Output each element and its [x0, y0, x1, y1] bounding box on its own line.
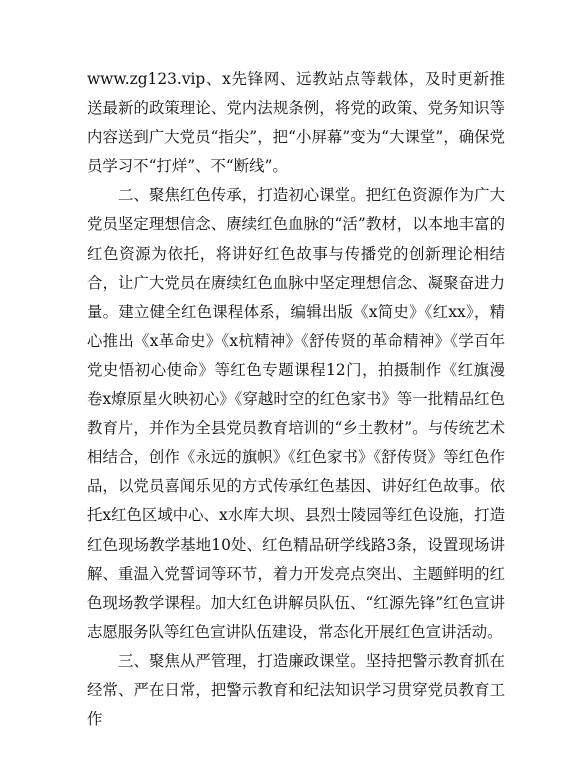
document-body: [87, 65, 505, 734]
paragraph-2: 二、聚焦红色传承，打造初心课堂。把红色资源作为广大党员坚定理想信念、赓续红色血脉的“活”教材，以本地丰富的红色资源为依托，将讲好红色故事与传播党的创新理论相结合，让广大党员在赓续红色血脉中坚定理想信念、凝聚奋进力量。建立健全红色课程体系，编辑出版《x简史》《红xx》，精心推出《x革命史》《x杭精神》《舒传贤的革命精神》《学百年党史悟初心使命》等红色专题课程12门，拍摄制作《红旗漫卷x燎原星火映初心》《穿越时空的红色家书》等一批精品红色教育片，并作为全县党员教育培训的“乡土教材”。与传统艺术相结合，创作《永远的旗帜》《红色家书》《舒传贤》等红色作品，以党员喜闻乐见的方式传承红色基因、讲好红色故事。依托x红色区域中心、x水库大坝、县烈士陵园等红色设施，打造红色现场教学基地10处、红色精品研学线路3条，设置现场讲解、重温入党誓词等环节，着力开发亮点突出、主题鲜明的红色现场教学课程。加大红色讲解员队伍、“红源先锋”红色宣讲志愿服务队等红色宣讲队伍建设，常态化开展红色宣讲活动。: [87, 186, 505, 641]
paragraph-1: www.zg123.vip、x先锋网、远教站点等载体，及时更新推送最新的政策理论、党内法规条例，将党的政策、党务知识等内容送到广大党员“指尖”，把“小屏幕”变为“大课堂”，确保党员学习不“打烊”、不“断线”。: [87, 70, 505, 176]
paragraph-3: 三、聚焦从严管理，打造廉政课堂。坚持把警示教育抓在经常、严在日常，把警示教育和纪法知识学习贯穿党员教育工作: [87, 651, 505, 729]
